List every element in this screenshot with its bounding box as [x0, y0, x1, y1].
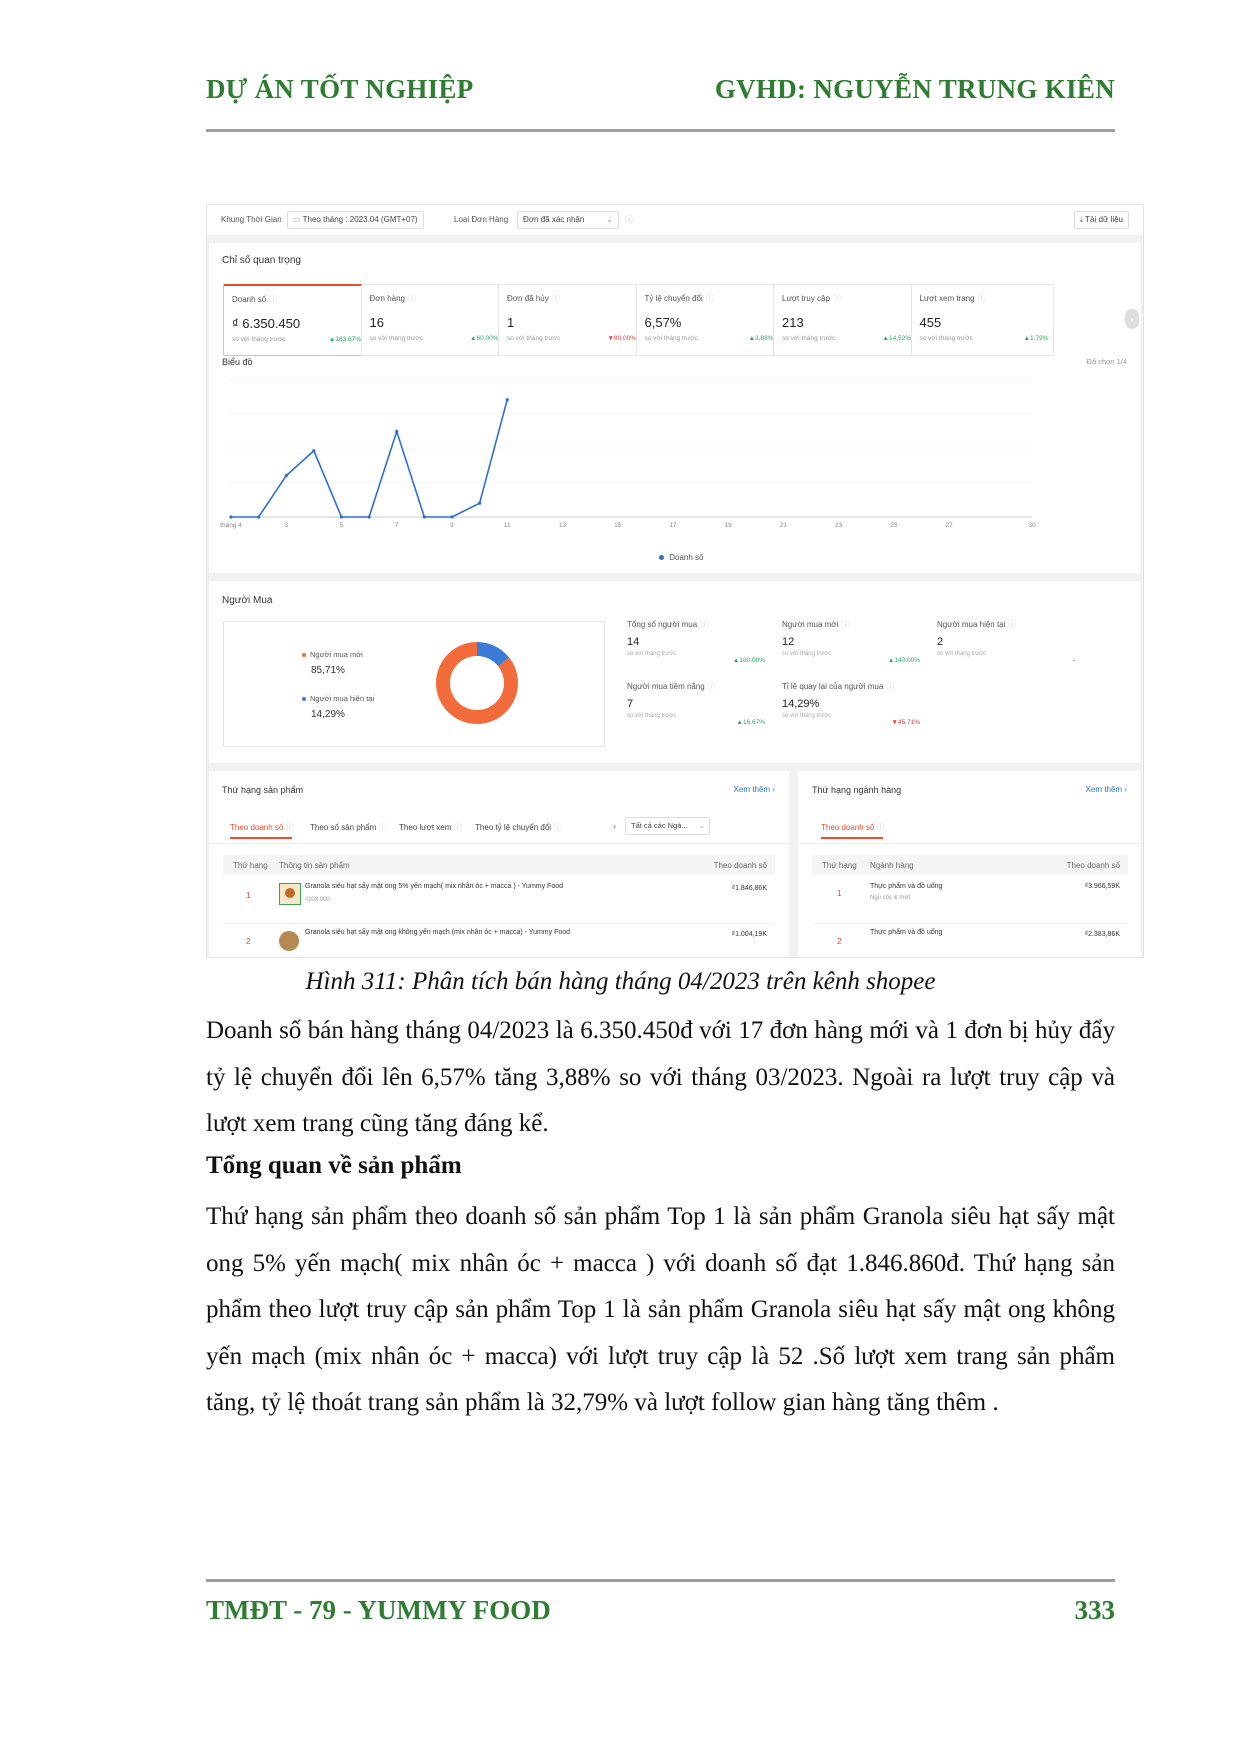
product-sales: ₫1.004,19K: [731, 931, 767, 938]
metric-compare: so với tháng trước: [782, 335, 836, 342]
data-point: [506, 398, 509, 401]
download-button[interactable]: [1074, 211, 1129, 229]
advisor-name: GVHD: NGUYỄN TRUNG KIÊN: [714, 74, 1115, 104]
order-type-select[interactable]: [517, 211, 619, 229]
key-metrics-title: Chỉ số quan trọng: [222, 255, 301, 266]
existing-buyer-percent: 14,29%: [311, 709, 345, 720]
product-thumbnail: [279, 931, 299, 951]
x-tick-label: 11: [503, 522, 511, 529]
category-ranking-title: Thứ hạng ngành hàng: [812, 785, 902, 795]
x-tick-label: 7: [394, 522, 399, 529]
metric-change: ▲60,00%: [470, 335, 499, 342]
metric-title: Đơn đã hủy ⓘ: [507, 294, 560, 303]
data-point: [395, 430, 398, 433]
calendar-icon: ▭: [293, 215, 303, 224]
buyer-stat-compare: so với tháng trước: [782, 713, 832, 719]
x-tick-label: 30: [1028, 522, 1036, 529]
buyer-stat-value: 2: [937, 636, 944, 648]
help-icon: ⓘ: [876, 823, 885, 832]
category-name: Thực phẩm và đồ uống: [870, 883, 943, 890]
new-buyer-percent: 85,71%: [311, 665, 345, 676]
page-footer: [206, 1595, 1115, 1635]
x-tick-label: 13: [558, 522, 567, 529]
col-rank: Thứ hạng: [233, 861, 268, 870]
data-point: [368, 515, 371, 518]
help-icon: ⓘ: [285, 823, 294, 832]
buyer-stat-change: -: [1072, 657, 1075, 664]
metric-card[interactable]: [773, 284, 916, 356]
buyer-stat: [937, 619, 1079, 664]
footer-divider: [206, 1579, 1115, 1582]
category-sales: ₫2.383,86K: [1084, 931, 1120, 938]
help-icon: ⓘ: [551, 294, 560, 303]
chevron-right-icon[interactable]: ›: [613, 821, 616, 831]
project-title: DỰ ÁN TỐT NGHIỆP: [206, 74, 474, 104]
row-rank: 2: [246, 937, 251, 946]
metric-title: Lượt xem trang ⓘ: [919, 294, 986, 303]
existing-buyer-label: Người mua hiện tại: [310, 694, 375, 703]
buyer-stat-change: ▲16,67%: [736, 719, 765, 726]
more-link-label: Xem thêm: [733, 785, 771, 794]
tab-label: Theo doanh số: [821, 823, 875, 832]
chevron-down-icon: ⌄: [606, 215, 613, 224]
col-product-info: Thông tin sản phẩm: [279, 861, 350, 870]
more-link-label: Xem thêm: [1085, 785, 1123, 794]
new-buyer-dot-icon: [302, 653, 306, 657]
metric-title: Lượt truy cập ⓘ: [782, 294, 841, 303]
tab-by-conversion[interactable]: [475, 822, 561, 833]
order-type-value: Đơn đã xác nhận: [523, 215, 585, 224]
metric-value: 6,57%: [644, 315, 682, 330]
metric-card[interactable]: [911, 284, 1054, 356]
tab-by-units[interactable]: [310, 822, 387, 833]
time-filter-label: Khung Thời Gian: [221, 215, 282, 224]
buyer-stat: [782, 619, 924, 664]
series-line-doanh-so: [231, 400, 507, 517]
buyer-stat-change: ▲180,00%: [732, 657, 765, 664]
tab-category-by-sales[interactable]: [821, 822, 885, 833]
category-ranking-more-link[interactable]: Xem thêm ›: [1085, 785, 1127, 794]
metric-title: Doanh số ⓘ: [232, 295, 278, 304]
legend-label: Doanh số: [669, 553, 704, 562]
time-filter-select[interactable]: [287, 211, 424, 229]
new-buyer-legend: [302, 644, 363, 676]
metric-title: Tỷ lệ chuyển đổi ⓘ: [644, 294, 714, 303]
metric-value: 1: [507, 315, 515, 330]
buyer-stat-compare: so với tháng trước: [937, 651, 987, 657]
help-icon: ⓘ: [625, 215, 633, 224]
footer-title: TMĐT - 79 - YUMMY FOOD: [206, 1595, 551, 1625]
product-image-icon: [285, 888, 295, 898]
x-tick-label: 21: [779, 522, 788, 529]
sales-line-chart: [209, 369, 1141, 569]
legend-dot-icon: [659, 555, 664, 560]
data-point: [285, 474, 288, 477]
buyer-donut-box: [223, 621, 605, 747]
buyer-stat-compare: so với tháng trước: [627, 651, 677, 657]
data-point: [340, 515, 343, 518]
chart-title: Biểu đồ: [222, 357, 253, 367]
product-name: Granola siêu hạt sấy mật ong không yến mạch (mix nhân óc + macca) - Yummy Food: [305, 929, 571, 936]
row-rank: 1: [246, 891, 251, 900]
buyers-title: Người Mua: [222, 595, 273, 606]
metric-change: ▲3,88%: [748, 335, 774, 342]
active-tab-indicator: [821, 837, 883, 839]
metric-value: 16: [369, 315, 384, 330]
data-point: [312, 449, 315, 452]
category-ranking-panel: [798, 771, 1141, 958]
page-number: 333: [1074, 1595, 1115, 1625]
existing-buyer-dot-icon: [302, 697, 306, 701]
metric-value: 213: [782, 315, 804, 330]
buyer-stat-value: 14: [627, 636, 640, 648]
next-arrow-icon[interactable]: ›: [1125, 309, 1139, 329]
x-tick-label: 19: [724, 522, 732, 529]
buyer-stat-value: 14,29%: [782, 698, 820, 710]
help-icon: ⓘ: [269, 295, 278, 304]
metric-value: ₫ 6.350.450: [232, 316, 301, 331]
x-tick-label: tháng 4: [220, 522, 242, 529]
page-header: [206, 74, 1115, 114]
metric-compare: so với tháng trước: [507, 335, 561, 342]
metric-change: ▲14,52%: [882, 335, 911, 342]
metric-compare: so với tháng trước: [369, 335, 423, 342]
tab-by-sales[interactable]: [230, 822, 294, 833]
product-price: ₫208.000: [305, 897, 330, 903]
buyer-stat: [627, 681, 769, 726]
row-rank: 1: [837, 889, 842, 898]
col-sales: Theo doanh số: [1066, 861, 1120, 870]
product-sales: ₫1.846,86K: [731, 885, 767, 892]
help-icon: ⓘ: [707, 682, 716, 691]
table-row[interactable]: [223, 883, 775, 923]
download-icon: ⤓: [1079, 215, 1086, 224]
paragraph-sales-summary: Doanh số bán hàng tháng 04/2023 là 6.350.450đ với 17 đơn hàng mới và 1 đơn bị hủy đẩy tỷ lệ chuyển đổi lên 6,57% tăng 3,88% so với tháng 03/2023. Ngoài ra lượt truy cập và lượt xem trang cũng tăng đáng kể.: [206, 1017, 1115, 1137]
download-label: Tải dữ liệu: [1085, 215, 1123, 224]
help-icon: ⓘ: [705, 294, 714, 303]
figure-caption: Hình 311: Phân tích bán hàng tháng 04/2023 trên kênh shopee: [305, 968, 936, 995]
help-icon: ⓘ: [700, 620, 709, 629]
col-rank: Thứ hạng: [822, 861, 857, 870]
new-buyer-label: Người mua mới: [310, 650, 363, 659]
category-filter-value: Tất cả các Ngà...: [631, 821, 688, 830]
metric-compare: so với tháng trước: [232, 336, 286, 343]
section-heading: Tổng quan về sản phẩm: [206, 1152, 462, 1179]
product-thumbnail: [279, 883, 301, 905]
data-point: [257, 515, 260, 518]
active-tab-indicator: [230, 837, 292, 839]
paragraph-product-overview: Thứ hạng sản phẩm theo doanh số sản phẩm Top 1 là sản phẩm Granola siêu hạt sấy mật ong 5% yến mạch( mix nhân óc + macca ) với doanh số đạt 1.846.860đ. Thứ hạng sản phẩm theo lượt truy cập sản phẩm Top 1 là sản phẩm Granola siêu hạt sấy mật ong không yến mạch (mix nhân óc + macca) với lượt truy cập là 52 .Số lượt xem trang sản phẩm tăng, tỷ lệ thoát trang sản phẩm là 32,79% và lượt follow gian hàng tăng thêm .: [206, 1203, 1115, 1416]
data-point: [450, 515, 453, 518]
buyer-stat-value: 12: [782, 636, 795, 648]
tabs-divider: [798, 843, 1141, 844]
table-row[interactable]: [812, 883, 1128, 923]
help-icon: ⓘ: [1008, 620, 1017, 629]
help-icon: ⓘ: [841, 620, 850, 629]
help-icon: ⓘ: [378, 823, 387, 832]
buyer-stat: [782, 681, 924, 726]
x-tick-label: 23: [835, 522, 843, 529]
product-table-header: [223, 855, 775, 875]
buyer-stat-value: 7: [627, 698, 634, 710]
category-name: Thực phẩm và đồ uống: [870, 929, 943, 936]
product-name: Granola siêu hạt sấy mật ong 5% yến mạch( mix nhân óc + macca ) - Yummy Food: [305, 883, 564, 890]
buyer-donut-chart: [422, 628, 532, 738]
x-tick-label: 5: [339, 522, 344, 529]
help-icon: ⓘ: [553, 823, 562, 832]
table-row[interactable]: [812, 929, 1128, 958]
x-tick-label: 15: [614, 522, 622, 529]
buyer-stat-title: Người mua mới ⓘ: [782, 620, 850, 629]
chevron-down-icon: ⌄: [698, 821, 705, 830]
help-icon: ⓘ: [453, 823, 462, 832]
metric-card[interactable]: [498, 284, 641, 356]
tab-label: Theo tỷ lệ chuyển đổi: [475, 823, 552, 832]
buyer-stat-compare: so với tháng trước: [627, 713, 677, 719]
help-icon: ⓘ: [832, 294, 841, 303]
buyer-stat-title: Tỉ lệ quay lại của người mua ⓘ: [782, 682, 895, 691]
data-point: [229, 515, 232, 518]
help-icon: ⓘ: [408, 294, 416, 303]
order-type-label: Loại Đơn Hàng: [454, 215, 509, 224]
metric-change: ▼80,00%: [607, 335, 636, 342]
buyer-stat-title: Người mua tiềm năng ⓘ: [627, 682, 716, 691]
category-sub: Ngũ cốc & mứt: [870, 895, 911, 901]
x-tick-label: 27: [945, 522, 953, 529]
key-metrics-panel: [209, 243, 1141, 573]
tab-by-views[interactable]: [399, 822, 462, 833]
metric-card[interactable]: [361, 284, 504, 356]
buyer-stat-change: ▲140,00%: [887, 657, 920, 664]
metric-title: Đơn hàng ⓘ: [369, 294, 416, 303]
metric-compare: so với tháng trước: [644, 335, 698, 342]
time-filter-value: Theo tháng : 2023.04 (GMT+07): [302, 215, 418, 224]
help-icon: ⓘ: [886, 682, 895, 691]
product-ranking-title: Thứ hạng sản phẩm: [222, 785, 304, 795]
x-tick-label: 3: [284, 522, 289, 529]
x-tick-label: 9: [450, 522, 454, 529]
buyer-stat-compare: so với tháng trước: [782, 651, 832, 657]
data-point: [423, 515, 426, 518]
buyers-panel: [209, 581, 1141, 763]
metric-card[interactable]: [223, 284, 366, 356]
existing-buyer-legend: [302, 688, 374, 720]
product-ranking-panel: [209, 771, 789, 958]
buyer-stat-title: Tổng số người mua ⓘ: [627, 620, 709, 629]
product-ranking-more-link[interactable]: Xem thêm ›: [733, 785, 775, 794]
tab-label: Theo doanh số: [230, 823, 284, 832]
category-table-header: [812, 855, 1128, 875]
tab-label: Theo số sản phẩm: [310, 823, 377, 832]
col-sales: Theo doanh số: [713, 861, 767, 870]
shopee-analytics-screenshot: [206, 204, 1144, 958]
table-row[interactable]: [223, 929, 775, 958]
col-category: Ngành hàng: [870, 861, 914, 870]
row-divider: [223, 923, 775, 924]
row-rank: 2: [837, 937, 842, 946]
buyer-stat-change: ▼45,71%: [891, 719, 920, 726]
category-filter-select[interactable]: [625, 817, 710, 835]
row-divider: [812, 923, 1128, 924]
category-sales: ₫3.966,59K: [1084, 883, 1120, 890]
chart-selection-note: Đã chọn 1/4: [1086, 357, 1127, 366]
x-tick-label: 17: [669, 522, 677, 529]
data-point: [478, 502, 481, 505]
metric-change: ▲183,67%: [328, 336, 361, 343]
metric-value: 455: [919, 315, 942, 330]
tabs-divider: [209, 843, 789, 844]
x-tick-label: 25: [890, 522, 898, 529]
tab-label: Theo lượt xem: [399, 823, 452, 832]
chart-legend: [659, 553, 703, 562]
metric-change: ▲1,79%: [1023, 335, 1049, 342]
metric-card[interactable]: [636, 284, 779, 356]
help-icon: ⓘ: [977, 294, 986, 303]
filter-bar: [207, 205, 1143, 235]
buyer-stat-title: Người mua hiện tại ⓘ: [937, 620, 1017, 629]
metric-compare: so với tháng trước: [919, 335, 973, 342]
buyer-stat: [627, 619, 769, 664]
header-divider: [206, 129, 1115, 132]
